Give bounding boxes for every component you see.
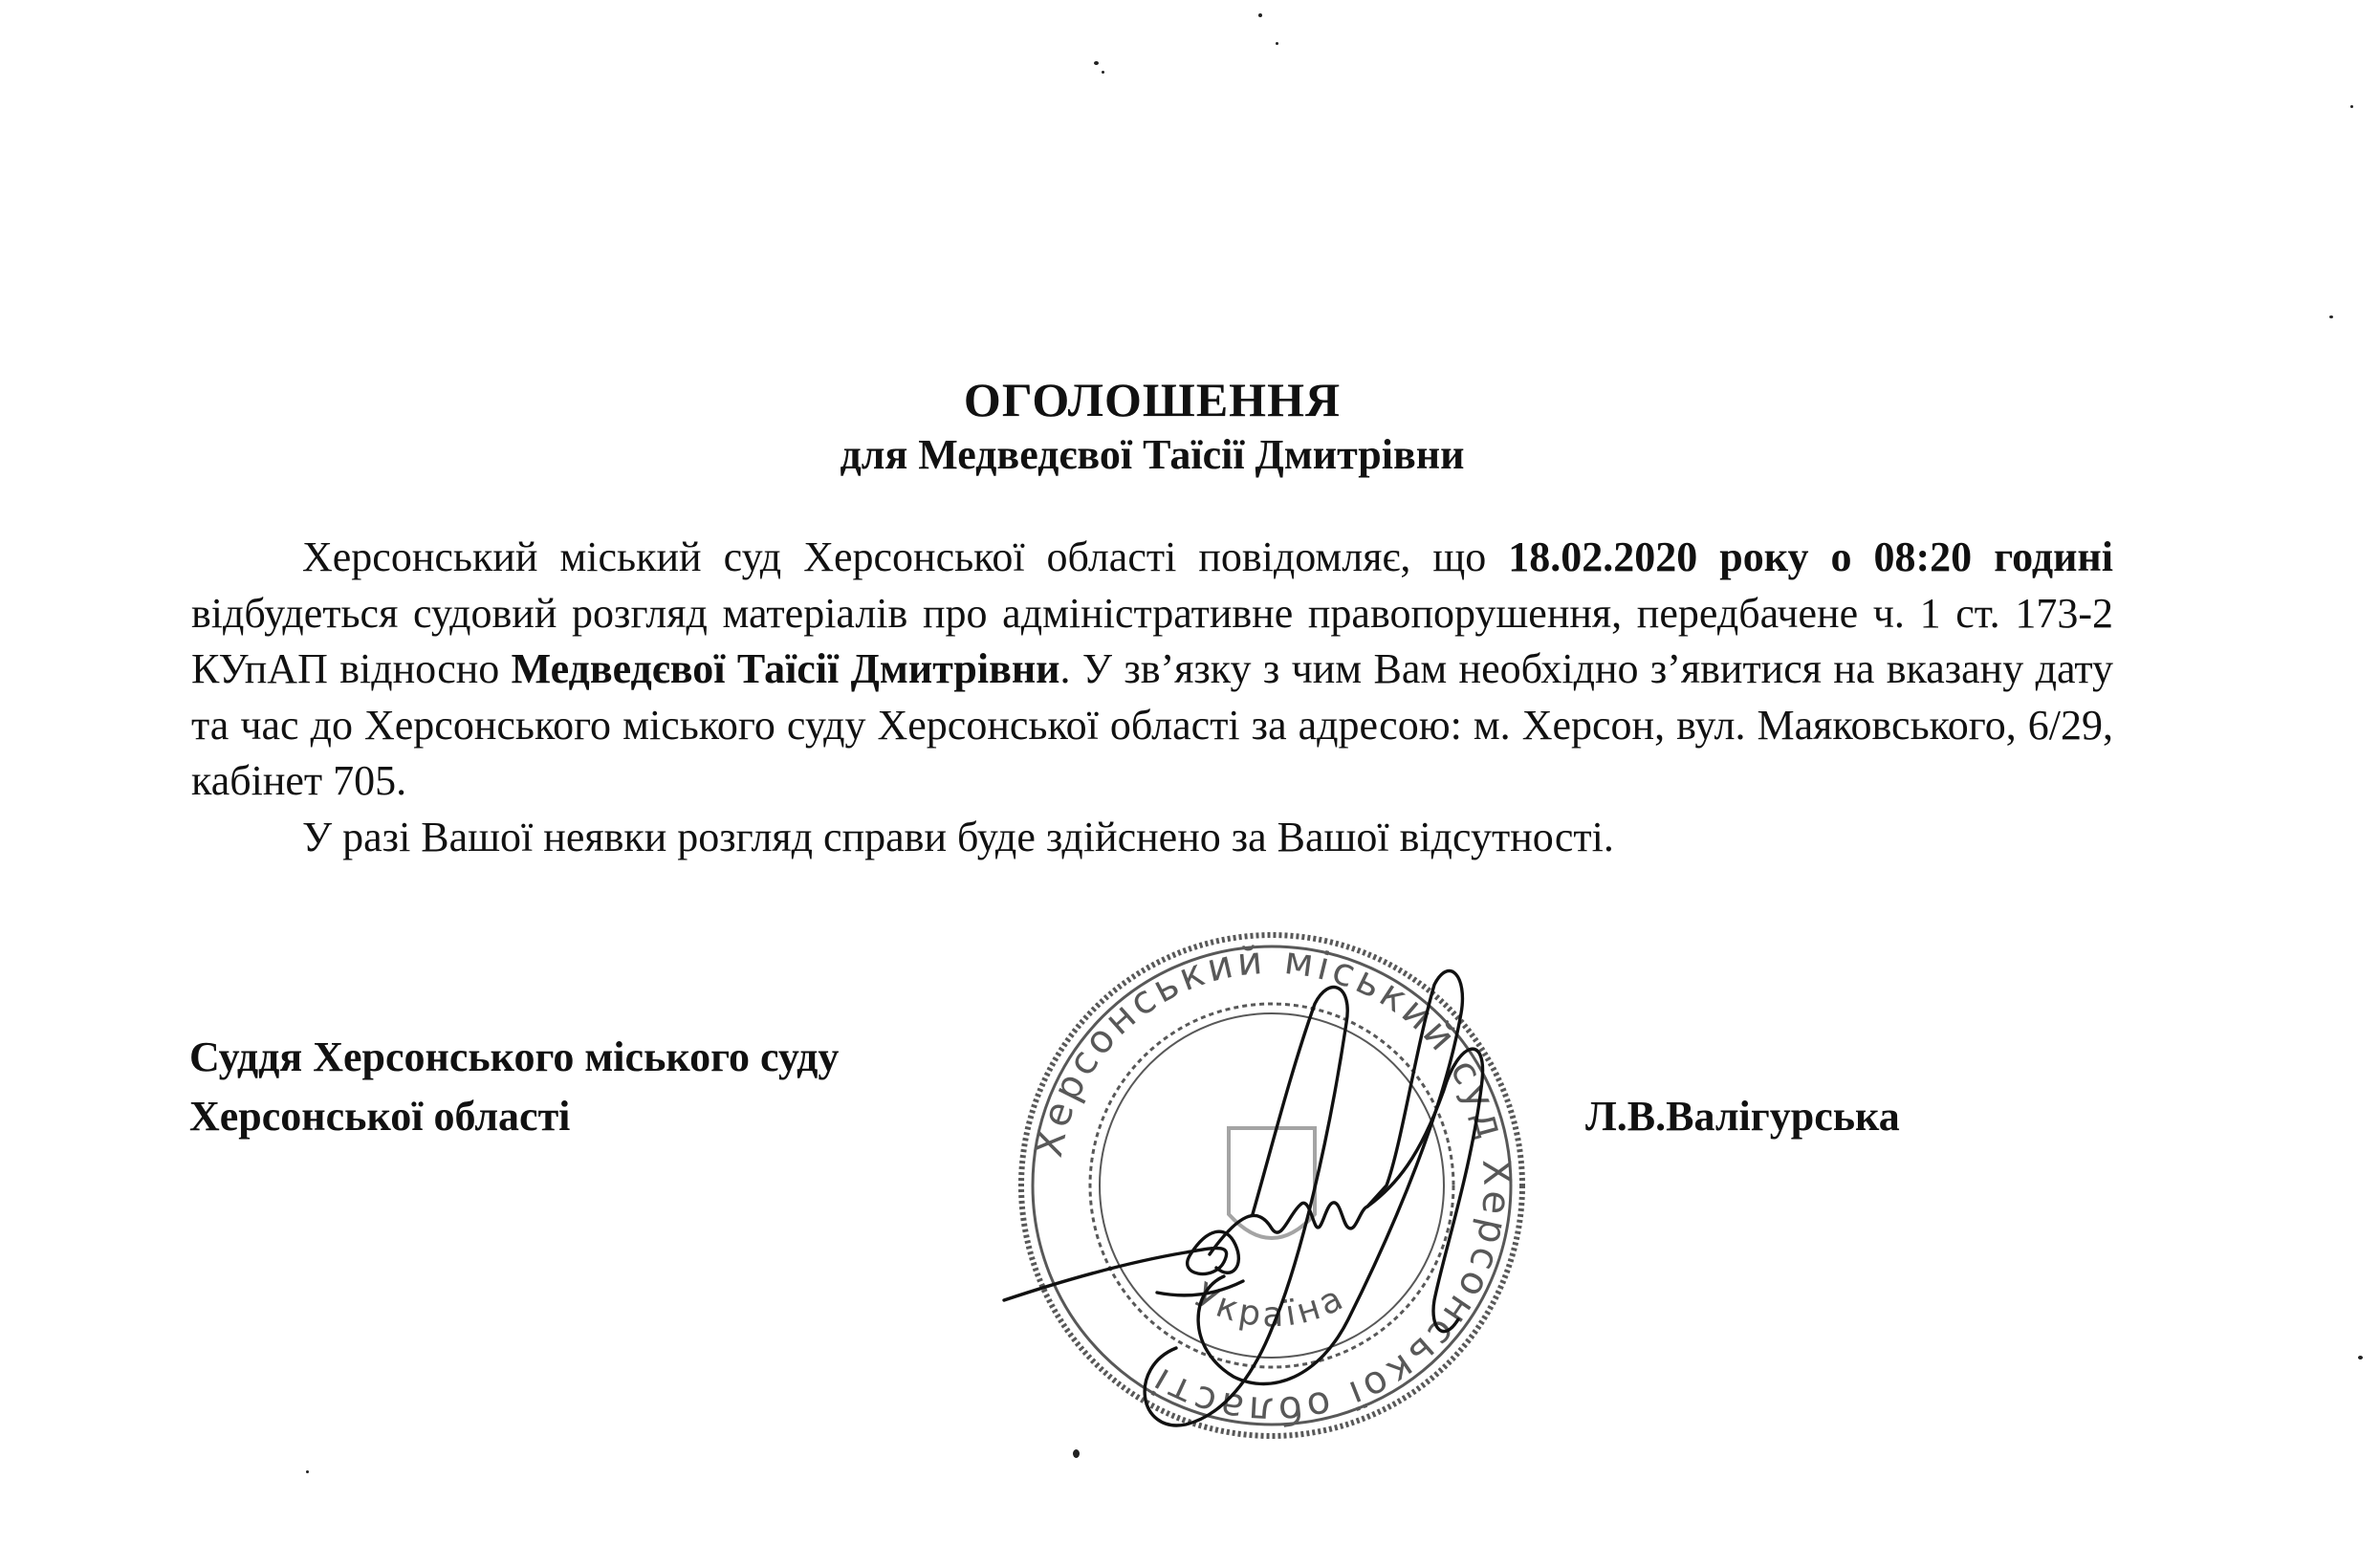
scan-speck [2350, 105, 2353, 108]
scan-speck [1094, 61, 1099, 65]
stamp-inner-text: Україна [1188, 1275, 1353, 1336]
judge-position-line: Суддя Херсонського міського суду [189, 1033, 840, 1080]
scan-speck [2329, 315, 2333, 318]
paragraph-text: . У зв’язку з чим Вам необхідно з’явитися на вказану дату та час до Херсонського міського суду Херсонської області за адресою: м. Херсон, вул. Маяковського, 6/29, кабінет 705. [191, 645, 2113, 804]
judge-position [189, 1028, 839, 1146]
scan-speck [306, 1470, 309, 1473]
judge-position-line: Херсонської області [189, 1093, 571, 1140]
stamp-icon [1021, 935, 1522, 1436]
scan-speck [2358, 1356, 2363, 1359]
hearing-date-time: 18.02.2020 року о 08:20 годині [1508, 533, 2114, 580]
paragraph-text: Херсонський міський суд Херсонської області повідомляє, що [302, 533, 1509, 580]
notice-subtitle: для Медведєвої Таїсії Дмитрівни [840, 431, 1465, 478]
paragraph-text: відбудеться судовий розгляд матеріалів про адміністративне правопорушення, передбачене ч. 1 ст. 173-2 КУпАП відносно [191, 589, 2113, 692]
person-name: Медведєвої Таїсії Дмитрівни [511, 645, 1060, 692]
notice-paragraph-1 [191, 530, 2113, 810]
notice-paragraph-2: У разі Вашої неявки розгляд справи буде здійснено за Вашої відсутності. [302, 813, 1614, 860]
notice-title: ОГОЛОШЕННЯ [963, 373, 1342, 426]
judge-name: Л.В.Валігурська [1585, 1093, 1900, 1140]
notice-body [191, 530, 2113, 865]
scan-speck [1276, 42, 1278, 45]
scan-speck [1258, 13, 1262, 17]
scan-speck [1102, 71, 1104, 74]
court-stamp-and-signature [985, 899, 1559, 1472]
stamp-outer-text: Херсонський міський суд Херсонської області [1026, 938, 1519, 1433]
